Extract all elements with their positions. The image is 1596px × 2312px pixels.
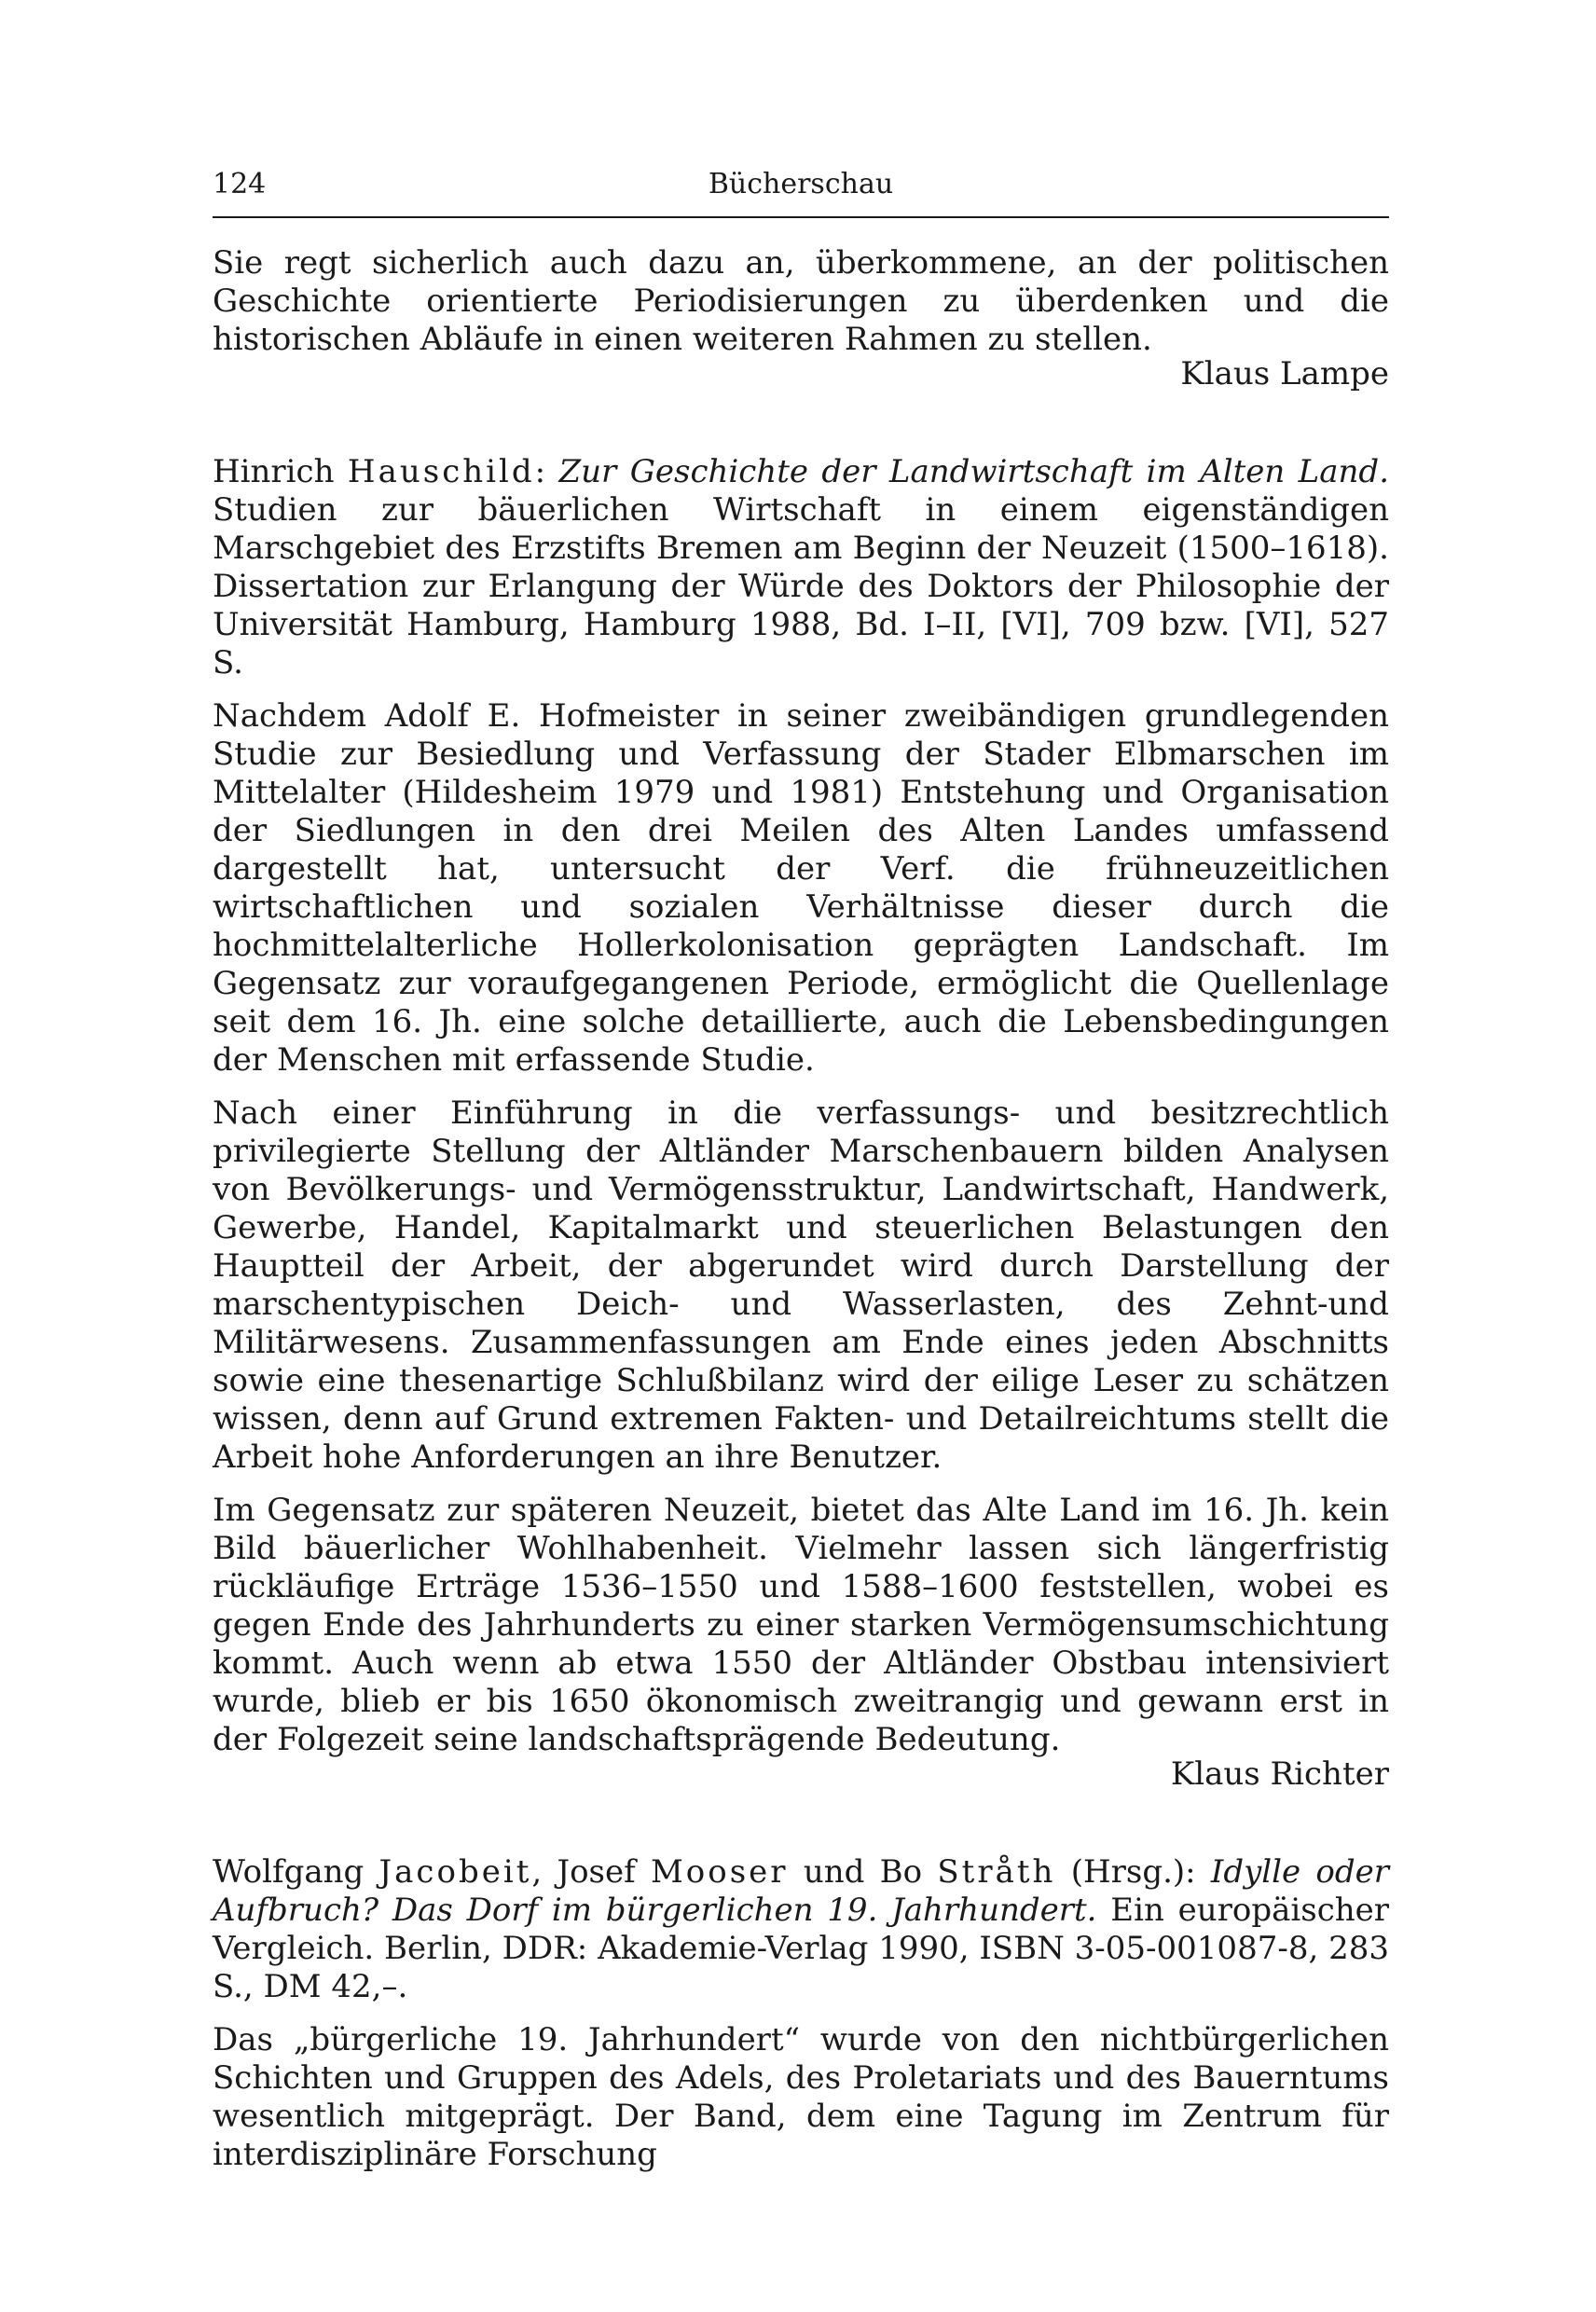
review3-details: Ein europäischer Vergleich. Berlin, DDR: Akademie-Verlag 1990, ISBN 3-05-001087-8, 283 S., DM 42,–.: [213, 1892, 1390, 2005]
review2-colon: :: [534, 453, 546, 490]
review1-signature: Klaus Lampe: [1180, 355, 1389, 392]
book-page: [213, 0, 1389, 2312]
page-body: [213, 244, 1389, 2174]
review2-paragraph-3: Im Gegensatz zur späteren Neuzeit, bietet das Alte Land im 16. Jh. kein Bild bäuerlicher Wohlhabenheit. Vielmehr lassen sich längerfristig rückläufige Erträge 1536–1550 und 1588–1600 feststellen, wobei es gegen Ende des Jahrhunderts zu einer starken Vermögensumschichtung kommt. Auch wenn ab etwa 1550 der Altländer Obstbau intensiviert wurde, blieb er bis 1650 ökonomisch zweitrangig und gewann erst in der Folgezeit seine landschaftsprägende Bedeutung.: [213, 1492, 1389, 1758]
review2-paragraph-1: Nachdem Adolf E. Hofmeister in seiner zweibändigen grundlegenden Studie zur Besiedlung und Verfassung der Stader Elbmarschen im Mittelalter (Hildesheim 1979 und 1981) Entstehung und Organisation der Siedlungen in den drei Meilen des Alten Landes umfassend dargestellt hat, untersucht der Verf. die frühneuzeitlichen wirtschaftlichen und sozialen Verhältnisse dieser durch die hochmittelalterliche Hollerkolonisation geprägten Landschaft. Im Gegensatz zur voraufgegangenen Periode, ermöglicht die Quellenlage seit dem 16. Jh. eine solche detaillierte, auch die Lebensbedingungen der Menschen mit erfassende Studie.: [213, 697, 1389, 1079]
review2-signature: Klaus Richter: [1170, 1755, 1389, 1793]
review2-citation: [213, 453, 1389, 682]
review1-text: Sie regt sicherlich auch dazu an, überkommene, an der politischen Geschichte orientierte Periodisierungen zu überdenken und die historischen Abläufe in einen weiteren Rahmen zu stellen.: [213, 244, 1389, 358]
review2-author-first: Hinrich: [213, 453, 335, 490]
review3-author3-first: Bo: [879, 1853, 923, 1891]
review3-and: und: [803, 1853, 865, 1891]
review3-author2-last: Mooser: [650, 1853, 789, 1891]
review3-separator: ,: [531, 1853, 543, 1891]
running-header: [213, 168, 1389, 209]
review2-paragraph-2: Nach einer Einführung in die verfassungs- und besitzrechtlich privilegierte Stellung der Altländer Marschenbauern bilden Analysen von Bevölkerungs- und Vermögensstruktur, Landwirtschaft, Handwerk, Gewerbe, Handel, Kapitalmarkt und steuerlichen Belastungen den Hauptteil der Arbeit, der abgerundet wird durch Darstellung der marschentypischen Deich- und Wasserlasten, des Zehnt-und Militärwesens. Zusammenfassungen am Ende eines jeden Abschnitts sowie eine thesenartige Schlußbilanz wird der eilige Leser zu schätzen wissen, denn auf Grund extremen Fakten- und Detailreichtums stellt die Arbeit hohe Anforderungen an ihre Benutzer.: [213, 1094, 1389, 1476]
page-number: 124: [213, 168, 267, 200]
review2-author-last: Hauschild: [347, 453, 535, 490]
review2-details: Studien zur bäuerlichen Wirtschaft in einem eigenständigen Marschgebiet des Erzstifts Bremen am Beginn der Neuzeit (1500–1618). Dissertation zur Erlangung der Würde des Doktors der Philosophie der Universität Hamburg, Hamburg 1988, Bd. I–II, [VI], 709 bzw. [VI], 527 S.: [213, 491, 1389, 681]
review3-title: Idylle oder Aufbruch? Das Dorf im bürgerlichen 19. Jahrhundert.: [213, 1853, 1390, 1929]
header-rule: [213, 216, 1389, 218]
review3-citation: [213, 1853, 1389, 2006]
review3-paragraph-1: Das „bürgerliche 19. Jahrhundert“ wurde von den nichtbürgerlichen Schichten und Gruppen des Adels, des Proletariats und des Bauerntums wesentlich mitgeprägt. Der Band, dem eine Tagung im Zentrum für interdisziplinäre Forschung: [213, 2021, 1389, 2173]
review3-author1-first: Wolfgang: [213, 1853, 365, 1891]
review3-author1-last: Jacobeit: [378, 1853, 532, 1891]
running-title: Bücherschau: [708, 168, 894, 200]
review3-author2-first: Josef: [557, 1853, 636, 1891]
review2-title: Zur Geschichte der Landwirtschaft im Alten Land.: [558, 453, 1390, 490]
review3-author3-last: Stråth: [937, 1853, 1056, 1891]
review3-editors: (Hrsg.):: [1070, 1853, 1196, 1891]
